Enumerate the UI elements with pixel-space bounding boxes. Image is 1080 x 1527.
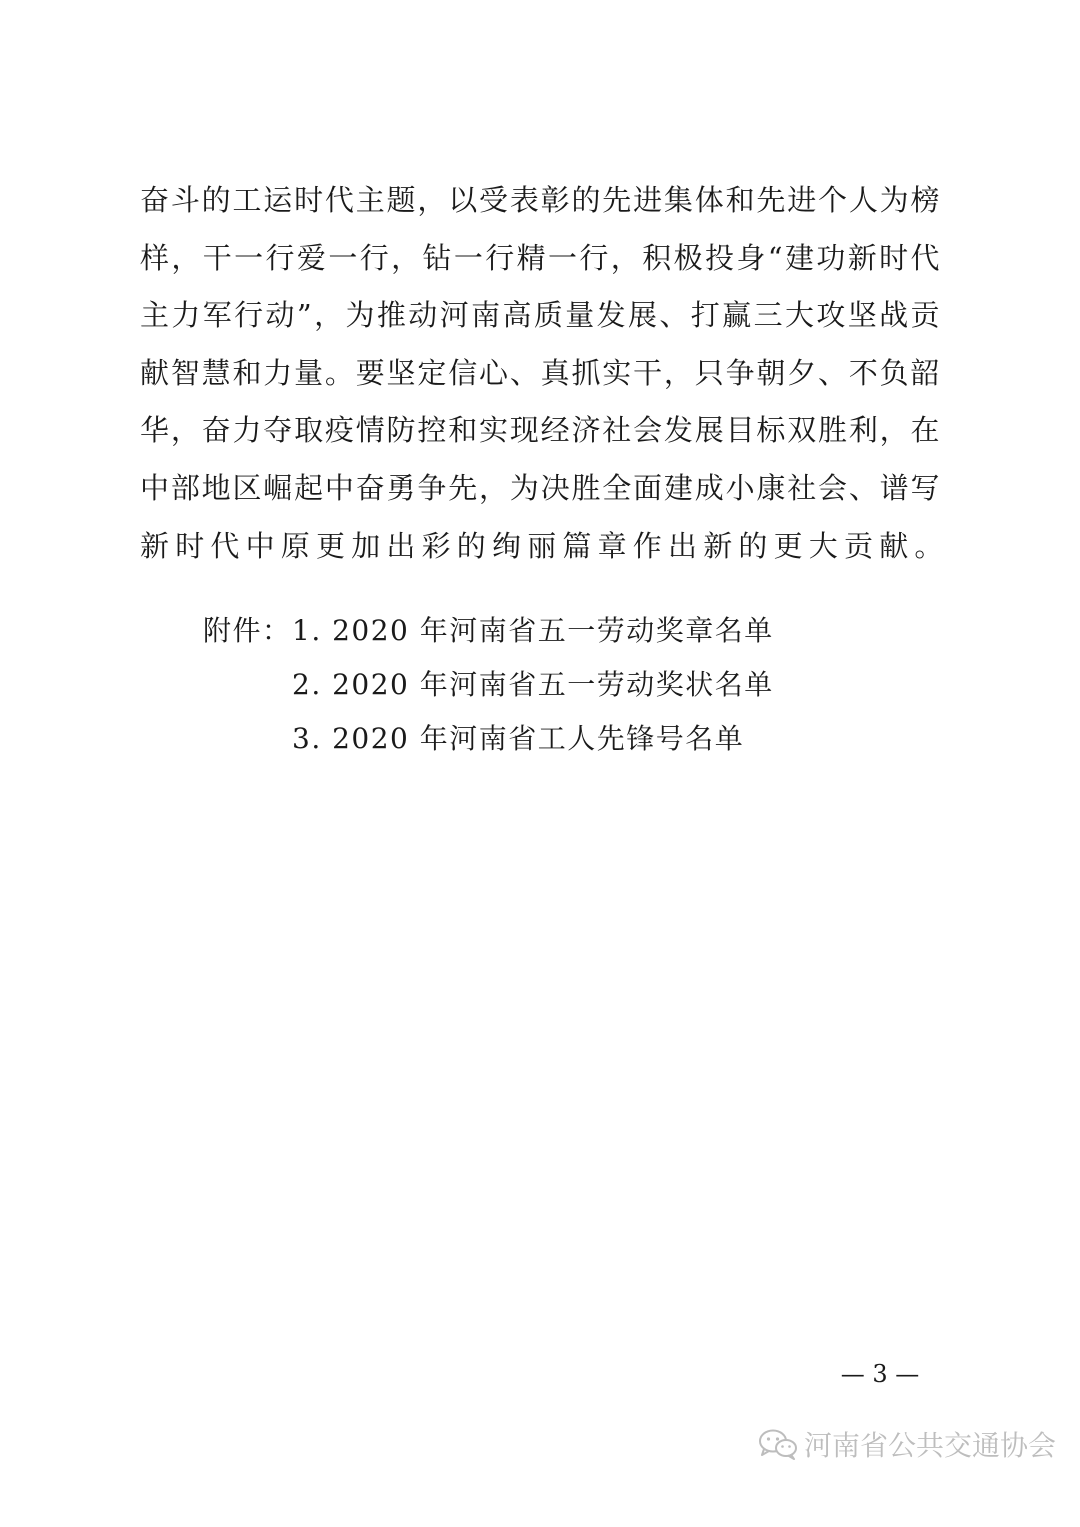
watermark-text: 河南省公共交通协会 — [804, 1429, 1057, 1462]
attachment-item — [203, 712, 903, 766]
body-paragraph — [140, 172, 950, 575]
body-line: 华，奋力夺取疫情防控和实现经济社会发展目标双胜利，在 — [140, 413, 940, 448]
body-line: 主力军行动”，为推动河南高质量发展、打赢三大攻坚战贡 — [140, 298, 940, 333]
body-line: 样，干一行爱一行，钻一行精一行，积极投身“建功新时代 — [140, 240, 940, 275]
body-line: 新时代中原更加出彩的绚丽篇章作出新的更大贡献。 — [140, 528, 950, 563]
attachment-text: 1. 2020 年河南省五一劳动奖章名单 — [292, 614, 774, 647]
attachment-text: 3. 2020 年河南省工人先锋号名单 — [292, 722, 745, 755]
attachments-label: 附件： — [203, 614, 292, 647]
body-line: 中部地区崛起中奋勇争先，为决胜全面建成小康社会、谱写 — [140, 470, 940, 505]
attachment-item — [203, 658, 903, 712]
body-line: 奋斗的工运时代主题，以受表彰的先进集体和先进个人为榜 — [140, 183, 940, 217]
body-line: 献智慧和力量。要坚定信心、真抓实干，只争朝夕、不负韶 — [140, 355, 940, 390]
wechat-icon — [758, 1428, 798, 1460]
watermark — [758, 1420, 1056, 1468]
attachment-item — [203, 604, 903, 658]
page-number: — 3 — — [840, 1360, 920, 1388]
attachments-list — [203, 604, 903, 766]
attachment-text: 2. 2020 年河南省五一劳动奖状名单 — [292, 668, 774, 701]
